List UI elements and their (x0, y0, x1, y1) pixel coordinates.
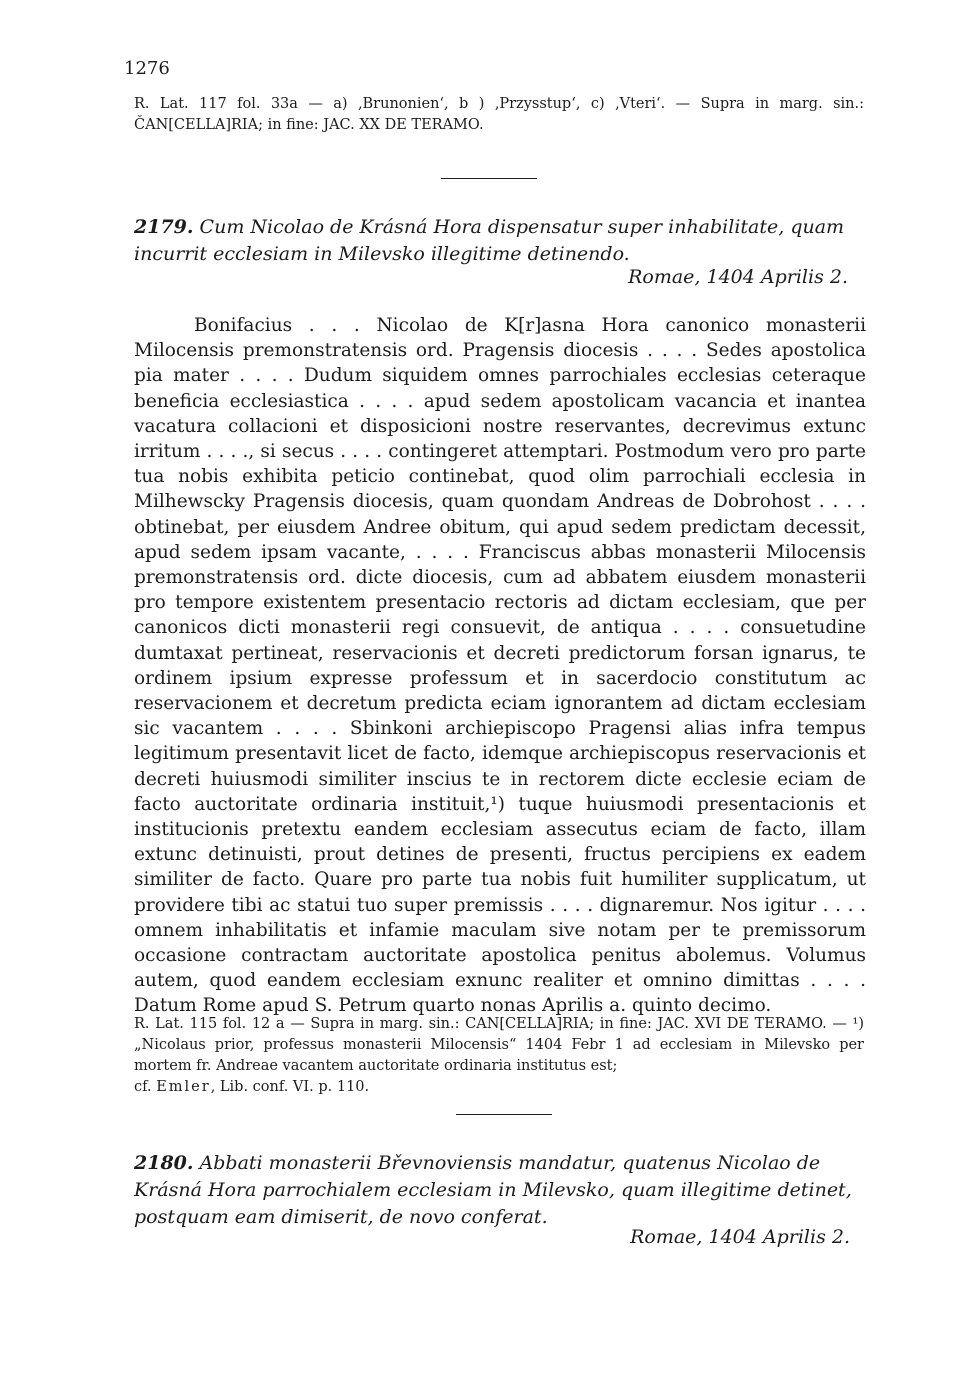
separator-rule (441, 178, 537, 179)
document-title: Cum Nicolao de Krásná Hora dispensatur super inhabilitate, quam incurrit ecclesiam in Milevsko illegitime detinendo. (134, 216, 845, 265)
reference-suffix: , Lib. conf. VI. p. 110. (210, 1079, 370, 1095)
literature-reference (134, 1077, 864, 1098)
source-note-top (134, 94, 864, 136)
source-note-text: R. Lat. 115 fol. 12 a — Supra in marg. sin.: CAN[CELLA]RIA; in fine: JAC. XVI DE TERAMO. — ¹) „Nicolaus prior, professus monasterii Milocensis“ 1404 Febr 1 ad ecclesiam in Milevsko per mortem fr. Andreae vacantem auctoritate ordinaria institutus est; (134, 1016, 864, 1074)
dateline-2180: Romae, 1404 Aprilis 2. (630, 1226, 850, 1248)
dateline-2179: Romae, 1404 Aprilis 2. (628, 266, 848, 288)
source-note-text: R. Lat. 117 fol. 33a — a) ‚Brunonien‘, b ) ‚Przysstup‘, c) ‚Vteri‘. — Supra in marg. sin.: ČAN[CELLA]RIA; in fine: JAC. XX DE TERAMO. (134, 96, 864, 133)
document-number: 2180. (134, 1152, 194, 1174)
document-heading-2179 (134, 214, 869, 268)
document-title: Abbati monasterii Břevnoviensis mandatur, quatenus Nicolao de Krásná Hora parrochialem ecclesiam in Milevsko, quam illegitime detinet, postquam eam dimiserit, de novo conferat. (134, 1152, 852, 1228)
document-body-2179 (134, 313, 866, 1019)
reference-author: Emler (156, 1079, 211, 1095)
source-note-2179 (134, 1014, 864, 1098)
page-number: 1276 (124, 58, 170, 79)
document-heading-2180 (134, 1150, 869, 1231)
document-number: 2179. (134, 216, 194, 238)
reference-prefix: cf. (134, 1079, 157, 1095)
separator-rule (456, 1114, 552, 1115)
body-paragraph: Bonifacius . . . Nicolao de K[r]asna Hora canonico monasterii Milocensis premonstratensis ord. Pragensis diocesis . . . . Sedes apostolica pia mater . . . . Dudum siquidem omnes parrochiales ecclesias ceteraque beneficia ecclesiastica . . . . apud sedem apostolicam vacancia et inantea vacatura collacioni et disposicioni nostre reservantes, decrevimus extunc irritum . . . ., si secus . . . . contingeret attemptari. Postmodum vero pro parte tua nobis exhibita peticio continebat, quod olim parrochiali ecclesia in Milhewscky Pragensis diocesis, quam quondam Andreas de Dobrohost . . . . obtinebat, per eiusdem Andree obitum, qui apud sedem predictam decessit, apud sedem ipsam vacante, . . . . Franciscus abbas monasterii Milocensis premonstratensis ord. dicte diocesis, cum ad abbatem eiusdem monasterii pro tempore existentem presentacio rectoris ad dictam ecclesiam, que per canonicos dicti monasterii regi consuevit, de antiqua . . . . consuetudine dumtaxat pertineat, reservacionis et decreti predictorum forsan ignarus, te ordinem ipsium expresse professum et in sacerdocio constitutum ac reservacionem et decretum predicta eciam ignorantem ad dictam ecclesiam sic vacantem . . . . Sbinkoni archiepiscopo Pragensi alias infra tempus legitimum presentavit licet de facto, idemque archiepiscopus reservacionis et decreti huiusmodi similiter inscius te in rectorem dicte ecclesie eciam de facto auctoritate ordinaria instituit,¹) tuque huiusmodi presentacionis et institucionis pretextu eandem ecclesiam assecutus eciam de facto, illam extunc detinuisti, prout detines de presenti, fructus percipiens ex eadem similiter de facto. Quare pro parte tua nobis fuit humiliter supplicatum, ut providere tibi ac statui tuo super premissis . . . . dignaremur. Nos igitur . . . . omnem inhabilitatis et infamie maculam sive notam per te premissorum occasione contractam auctoritate apostolica penitus abolemus. Volumus autem, quod eandem ecclesiam exnunc realiter et omnino dimittas . . . . Datum Rome apud S. Petrum quarto nonas Aprilis a. quinto decimo. (134, 315, 866, 1017)
